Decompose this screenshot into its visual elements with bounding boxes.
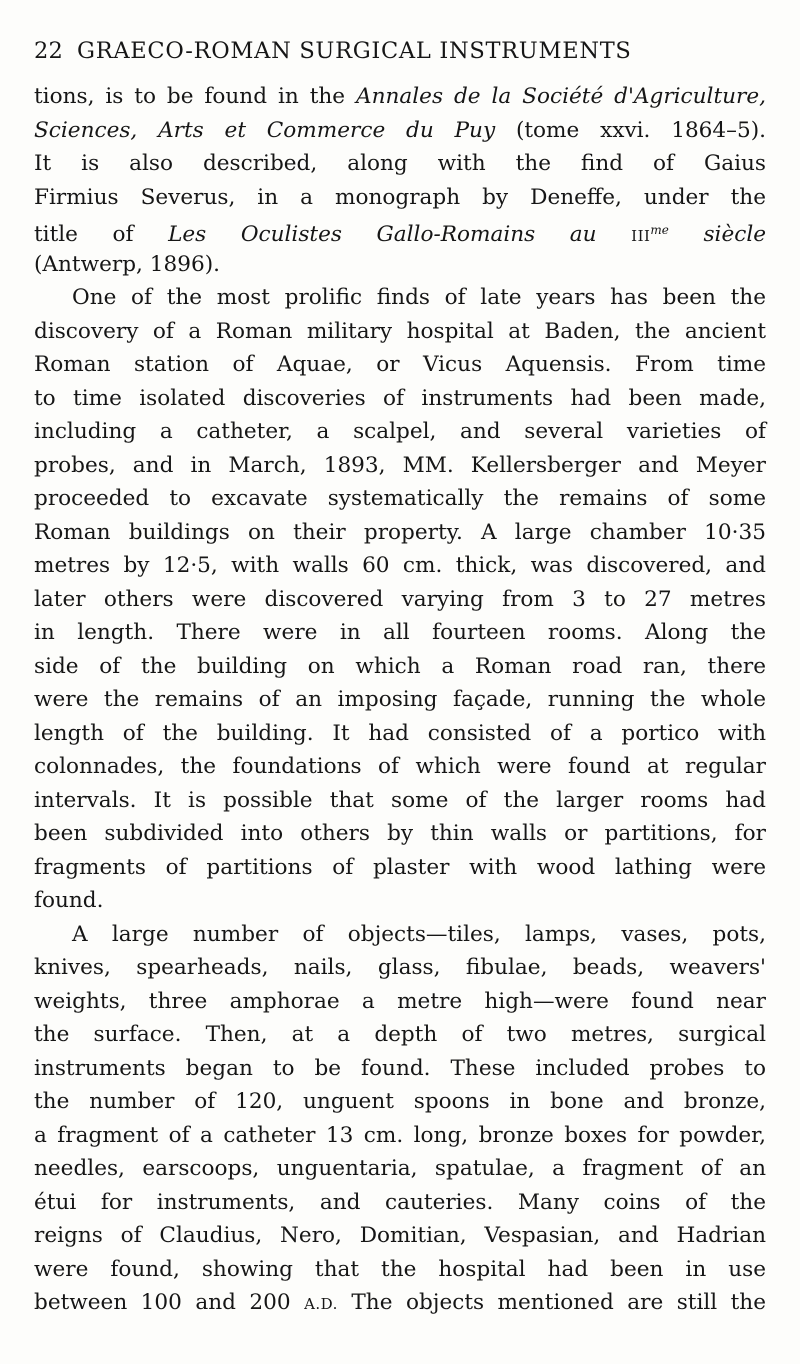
text-line: were found, showing that the hospital had been in use [34,1256,766,1282]
text-line: later others were discovered varying from 3 to 27 metres [34,586,766,612]
text-line: needles, earscoops, unguentaria, spatulae, a fragment of an [34,1156,766,1181]
text-line: intervals. It is possible that some of the larger rooms had [34,787,766,813]
paragraph-start-line: One of the most prolific finds of late years has been the [72,285,766,310]
text-line: length of the building. It had consisted of a portico with [34,720,766,746]
text-line: Roman buildings on their property. A large chamber 10·35 [34,519,766,545]
text-line: It is also described, along with the find of Gaius [34,151,766,176]
text-line: Roman station of Aquae, or Vicus Aquensis. From time [34,352,766,377]
text-line: metres by 12·5, with walls 60 cm. thick, was discovered, and [34,553,766,578]
text-line: Firmius Severus, in a monograph by Deneffe, under the [34,184,766,210]
page-number: 22 [34,38,64,64]
text-line: including a catheter, a scalpel, and several varieties of [34,419,766,444]
running-head [34,26,766,76]
text-line: been subdivided into others by thin walls or partitions, for [34,821,766,846]
text-line: side of the building on which a Roman road ran, there [34,653,766,679]
text-line: were the remains of an imposing façade, running the whole [34,687,766,712]
text-line: Sciences, Arts et Commerce du Puy (tome xxvi. 1864–5). [34,117,766,143]
text-line: discovery of a Roman military hospital at Baden, the ancient [34,318,766,344]
text-line: knives, spearheads, nails, glass, fibulae, beads, weavers' [34,955,766,980]
text-line: probes, and in March, 1893, MM. Kellersberger and Meyer [34,452,766,478]
text-line: étui for instruments, and cauteries. Many coins of the [34,1189,766,1215]
paragraph-start-line: A large number of objects—tiles, lamps, vases, pots, [72,921,766,947]
text-line: in length. There were in all fourteen rooms. Along the [34,620,766,645]
text-line: reigns of Claudius, Nero, Domitian, Vespasian, and Hadrian [34,1223,766,1248]
text-line: title of Les Oculistes Gallo-Romains au $III^{me}$ siècle [34,222,767,247]
text-line: to time isolated discoveries of instruments had been made, [34,385,766,411]
text-line: fragments of partitions of plaster with wood lathing were [34,854,766,880]
text-line: tions, is to be found in the Annales de la Société d'Agriculture, [34,84,767,109]
text-line: a fragment of a catheter 13 cm. long, bronze boxes for powder, [34,1122,766,1148]
paragraph-end-line: (Antwerp, 1896). [34,251,220,277]
text-line: the number of 120, unguent spoons in bone and bronze, [34,1089,766,1114]
running-title: GRAECO-ROMAN SURGICAL INSTRUMENTS [77,38,632,64]
paragraph-end-line: found. [34,888,104,913]
text-line: the surface. Then, at a depth of two metres, surgical [34,1022,766,1047]
body-text [34,80,766,1320]
text-line: weights, three amphorae a metre high—were found near [34,988,766,1014]
text-line: proceeded to excavate systematically the remains of some [34,486,766,511]
text-line: instruments began to be found. These included probes to [34,1055,766,1081]
text-line: colonnades, the foundations of which were found at regular [34,754,766,779]
text-line: between 100 and 200 A.D. The objects mentioned are still the [34,1290,766,1315]
